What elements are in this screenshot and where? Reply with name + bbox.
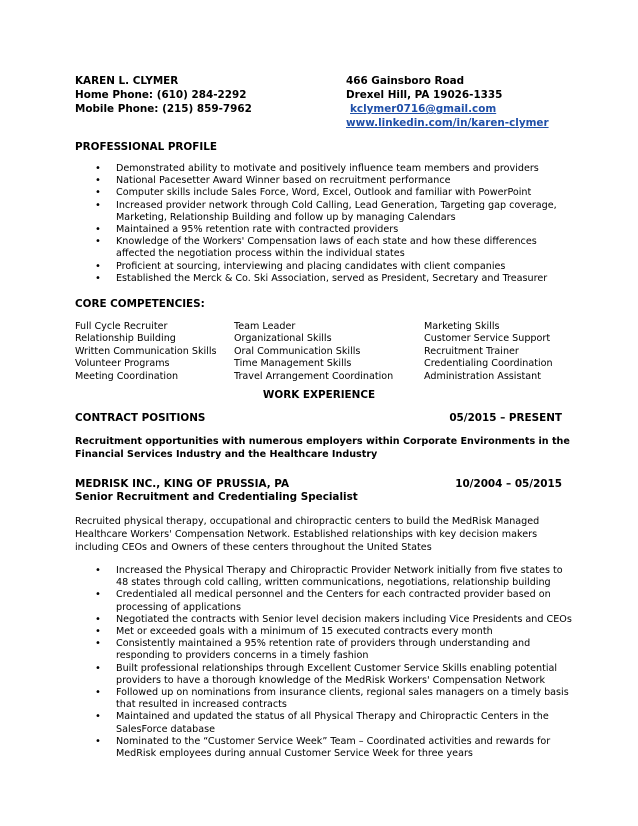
bullet-line: MedRisk employees during annual Customer Service Week for three years <box>116 748 473 760</box>
profile-bullets <box>90 163 557 285</box>
bullet-line: Built professional relationships through Excellent Customer Service Skills enabling potential <box>116 662 558 674</box>
bullet-line: Increased the Physical Therapy and Chiropractic Provider Network initially from five states to <box>116 565 563 576</box>
medrisk-company: MEDRISK INC., KING OF PRUSSIA, PA <box>75 478 290 490</box>
profile-bullet: • Increased provider network through Cold Calling, Lead Generation, Targeting gap coverage, <box>90 200 557 212</box>
contract-dates: 05/2015 – PRESENT <box>449 412 562 424</box>
competencies-column-2 <box>234 321 393 383</box>
competency-item: Full Cycle Recruiter <box>75 321 168 332</box>
contract-title: CONTRACT POSITIONS <box>75 412 206 424</box>
competency-item: Relationship Building <box>75 333 176 345</box>
competency-item: Marketing Skills <box>424 321 500 332</box>
medrisk-bullet <box>90 687 572 711</box>
bullet-line: responding to providers concerns in a timely fashion <box>116 650 369 662</box>
competency-item: Time Management Skills <box>234 358 352 370</box>
profile-bullet: • National Pacesetter Award Winner based on recruitment performance <box>90 175 557 187</box>
competency-item: Administration Assistant <box>424 370 541 382</box>
competencies-column-1 <box>75 321 217 383</box>
profile-bullet: • Computer skills include Sales Force, Word, Excel, Outlook and familiar with PowerPoint <box>90 187 557 199</box>
competency-item: Volunteer Programs <box>75 358 170 370</box>
profile-bullet: • Established the Merck & Co. Ski Association, served as President, Secretary and Treasurer <box>90 273 557 285</box>
profile-bullet: • Demonstrated ability to motivate and positively influence team members and providers <box>90 163 557 175</box>
competency-item: Travel Arrangement Coordination <box>234 370 394 382</box>
competency-item: Oral Communication Skills <box>234 345 361 357</box>
medrisk-summary-line: including CEOs and Owners of these centers throughout the United States <box>75 542 432 553</box>
home-phone: Home Phone: (610) 284-2292 <box>75 89 247 101</box>
medrisk-role: Senior Recruitment and Credentialing Specialist <box>75 491 358 503</box>
profile-bullet: • Proficient at sourcing, interviewing and placing candidates with client companies <box>90 261 557 273</box>
bullet-line: 48 states through cold calling, written communications, negotiations, relationship building <box>116 577 551 589</box>
bullet-line: Maintained and updated the status of all Physical Therapy and Chiropractic Centers in the <box>116 711 549 723</box>
medrisk-bullet <box>90 638 572 662</box>
medrisk-summary-line: Healthcare Workers' Compensation Network. Established relationships with key decision makers <box>75 529 538 540</box>
candidate-name: KAREN L. CLYMER <box>75 75 179 87</box>
competency-item: Customer Service Support <box>424 333 551 345</box>
competency-item: Credentialing Coordination <box>424 358 553 370</box>
competency-item: Meeting Coordination <box>75 370 179 382</box>
profile-bullet-continuation <box>90 212 557 224</box>
profile-bullet-text: affected the negotiation process within the individual states <box>116 248 405 260</box>
contract-description-line-2: Financial Services Industry and the Healthcare Industry <box>75 449 378 460</box>
medrisk-bullet <box>90 711 572 735</box>
bullet-line: SalesForce database <box>116 723 216 735</box>
medrisk-bullet <box>90 736 572 760</box>
profile-bullet: • Maintained a 95% retention rate with contracted providers <box>90 224 557 236</box>
medrisk-bullet <box>90 565 572 589</box>
medrisk-bullet <box>90 626 572 638</box>
competencies-heading: CORE COMPETENCIES: <box>75 298 205 310</box>
address-city: Drexel Hill, PA 19026-1335 <box>346 89 503 101</box>
bullet-line: Credentialed all medical personnel and the Centers for each contracted provider based on <box>116 589 551 601</box>
medrisk-bullet <box>90 663 572 687</box>
competencies-column-3 <box>424 321 553 383</box>
mobile-phone: Mobile Phone: (215) 859-7962 <box>75 103 252 115</box>
competency-item: Organizational Skills <box>234 333 332 345</box>
medrisk-bullet <box>90 614 572 626</box>
medrisk-summary-line: Recruited physical therapy, occupational and chiropractic centers to build the MedRisk Managed <box>75 516 540 527</box>
bullet-line: providers to have a thorough knowledge of the MedRisk Workers' Compensation Network <box>116 674 546 686</box>
bullet-line: that resulted in increased contracts <box>116 699 287 711</box>
email-link[interactable]: kclymer0716@gmail.com <box>350 103 497 115</box>
profile-bullet-continuation <box>90 248 557 260</box>
competency-item: Written Communication Skills <box>75 345 217 357</box>
profile-bullet: • Knowledge of the Workers' Compensation laws of each state and how these differences <box>90 236 557 248</box>
bullet-line: Met or exceeded goals with a minimum of 15 executed contracts every month <box>116 626 493 638</box>
bullet-line: processing of applications <box>116 601 241 613</box>
profile-bullet-text: Marketing, Relationship Building and follow up by managing Calendars <box>116 211 456 223</box>
contract-description-line-1: Recruitment opportunities with numerous employers within Corporate Environments in the <box>75 436 570 447</box>
linkedin-link[interactable]: www.linkedin.com/in/karen-clymer <box>346 117 549 129</box>
bullet-line: Nominated to the “Customer Service Week” Team – Coordinated activities and rewards for <box>116 735 551 747</box>
competency-item: Recruitment Trainer <box>424 345 519 357</box>
bullet-line: Consistently maintained a 95% retention rate of providers through understanding and <box>116 638 531 650</box>
competency-item: Team Leader <box>234 321 296 332</box>
experience-heading: WORK EXPERIENCE <box>262 389 376 401</box>
medrisk-dates: 10/2004 – 05/2015 <box>455 478 562 490</box>
profile-heading: PROFESSIONAL PROFILE <box>75 141 217 153</box>
address-street: 466 Gainsboro Road <box>346 75 465 87</box>
medrisk-bullets <box>90 565 572 760</box>
medrisk-bullet <box>90 589 572 613</box>
bullet-line: Followed up on nominations from insurance clients, regional sales managers on a timely basis <box>116 687 569 699</box>
bullet-line: Negotiated the contracts with Senior level decision makers including Vice Presidents and CEOs <box>116 613 572 625</box>
